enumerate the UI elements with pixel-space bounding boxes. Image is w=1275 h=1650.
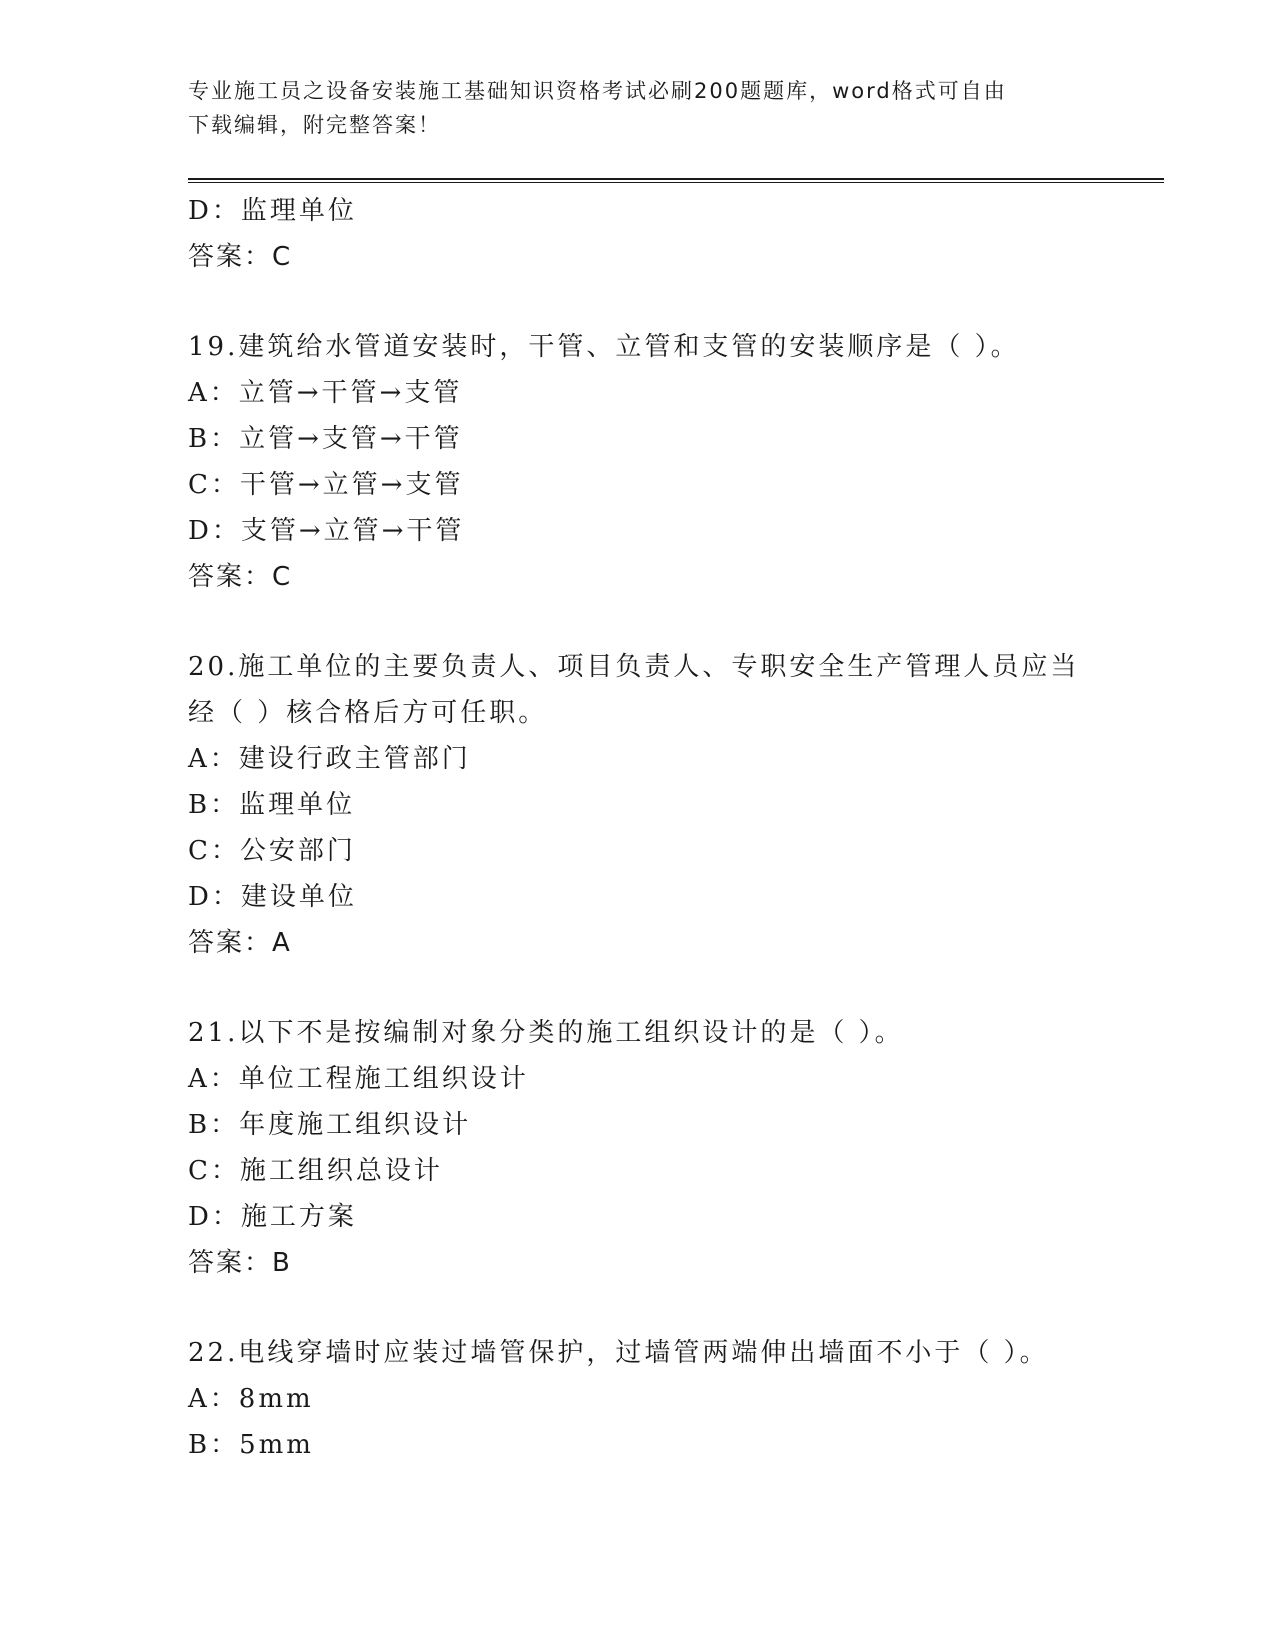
- question-22: [188, 1330, 1168, 1468]
- question-21: [188, 1010, 1168, 1286]
- answer: 答案：C: [188, 562, 293, 592]
- answer: 答案：B: [188, 1248, 292, 1278]
- header-divider: [188, 178, 1164, 183]
- option-d: D：施工方案: [188, 1202, 357, 1232]
- document-header: [188, 74, 1088, 142]
- question-text-cont: 经（ ）核合格后方可任职。: [188, 698, 548, 728]
- question-text: 21.以下不是按编制对象分类的施工组织设计的是（ ）。: [188, 1018, 904, 1048]
- option-d: D：支管→立管→干管: [188, 516, 465, 546]
- prev-option-d: D：监理单位: [188, 196, 357, 226]
- question-list: [188, 188, 1168, 1468]
- option-a: A：8mm: [188, 1384, 314, 1414]
- answer: 答案：A: [188, 928, 292, 958]
- question-20: [188, 644, 1168, 966]
- option-c: C：公安部门: [188, 836, 356, 866]
- question-text: 20.施工单位的主要负责人、项目负责人、专职安全生产管理人员应当: [188, 652, 1080, 682]
- question-text: 19.建筑给水管道安装时，干管、立管和支管的安装顺序是（ ）。: [188, 332, 1020, 362]
- option-b: B：监理单位: [188, 790, 356, 820]
- option-a: A：单位工程施工组织设计: [188, 1064, 529, 1094]
- option-b: B：5mm: [188, 1430, 314, 1460]
- question-19: [188, 324, 1168, 600]
- option-d: D：建设单位: [188, 882, 357, 912]
- option-c: C：干管→立管→支管: [188, 470, 464, 500]
- option-b: B：年度施工组织设计: [188, 1110, 472, 1140]
- option-a: A：立管→干管→支管: [188, 378, 463, 408]
- header-line-1: 专业施工员之设备安装施工基础知识资格考试必刷200题题库，word格式可自由: [188, 79, 1007, 103]
- question-text: 22.电线穿墙时应装过墙管保护，过墙管两端伸出墙面不小于（ ）。: [188, 1338, 1049, 1368]
- option-a: A：建设行政主管部门: [188, 744, 471, 774]
- option-c: C：施工组织总设计: [188, 1156, 443, 1186]
- prev-answer: 答案：C: [188, 242, 293, 272]
- header-line-2: 下载编辑，附完整答案！: [188, 113, 441, 137]
- option-b: B：立管→支管→干管: [188, 424, 463, 454]
